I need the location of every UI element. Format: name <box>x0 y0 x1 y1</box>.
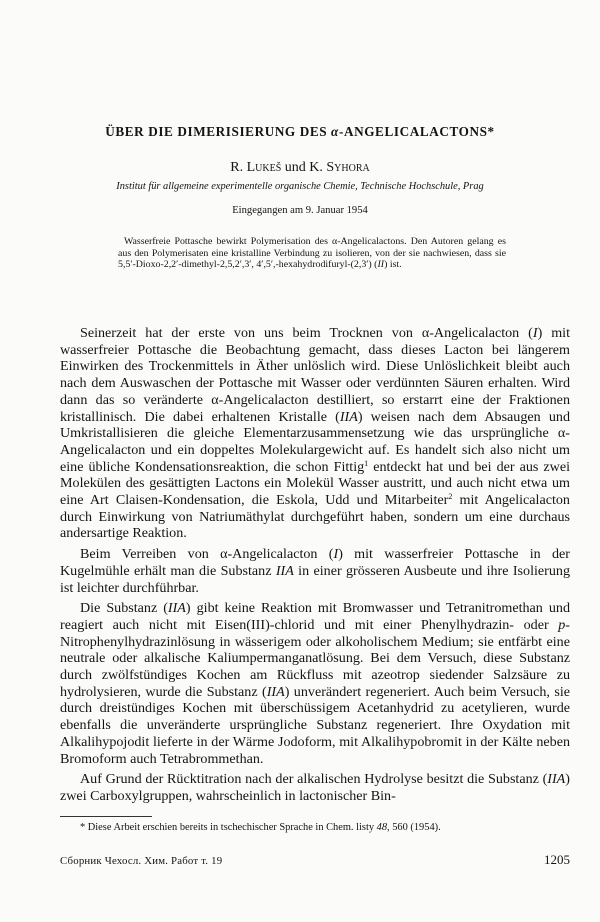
p3-text-1: Die Substanz ( <box>80 600 168 617</box>
p3-text-3: -Nitrophenylhydrazinlösung in wässerigem oder alkoholischem Medium; sie entfärbt eine neutrale oder alkalische Kaliumpermanganatlösung. Bei dem Versuch, diese Substanz durch zwölfstündiges Kochen am Rückfluss mit azeotrop siedender Salzsäure zu hydrolysieren, wurde die Substanz ( <box>60 616 570 700</box>
article-title <box>0 124 600 140</box>
p4-text-2: ) zwei Carboxylgruppen, wahrscheinlich in lactonischer Bin- <box>60 771 570 804</box>
p2-text-1: Beim Verreiben von α-Angelicalacton ( <box>80 546 334 563</box>
abstract-text-2: ) ist. <box>384 259 402 270</box>
p4-text-1: Auf Grund der Rücktitration nach der alkalischen Hydrolyse besitzt die Substanz ( <box>80 771 548 788</box>
p2-text-3: in einer grösseren Ausbeute und ihre Isolierung ist leichter durchführbar. <box>60 562 570 596</box>
affiliation: Institut für allgemeine experimentelle organische Chemie, Technische Hochschule, Prag <box>116 181 484 192</box>
author-syhora: K. Syhora <box>309 160 370 175</box>
p1-text-3: ) weisen nach dem Absaugen und Umkristallisieren die gleiche Elementarzusammensetzung wie das ursprüngliche α-Angelicalacton und ein doppeltes Molekulargewicht auf. Es handelt sich also nicht um eine übliche Kondensationsreaktion, die schon Fittig <box>60 408 570 475</box>
journal-running-footer: Сборник Чехосл. Хим. Работ т. 19 <box>60 855 223 867</box>
p1-text-4: entdeckt hat und bei der aus zwei Molekülen des gesättigten Lactons ein Molekül Wasser austritt, und auch nicht etwa um eine Art Claisen-Kondensation, die Eskola, Udd und Mitarbeiter <box>60 458 570 509</box>
footnote-rule <box>60 816 152 817</box>
p2-text-2: ) mit wasserfreier Pottasche in der Kugelmühle erhält man die Substanz <box>60 546 571 579</box>
p1-text-2: ) mit wasserfreier Pottasche die Beobachtung gemacht, dass dieses Lacton bei längerem Einwirken des Trockenmittels in Äther unlöslich wird. Diese Unlöslichkeit bleibt auch nach dem Auswaschen der Pottasche mit Wasser oder verdünnten Säuren erhalten. Wird dann das so veränderte α-Angelicalacton destilliert, so erstarrt eine der Fraktionen kristallinisch. Die dabei erhaltenen Kristalle ( <box>60 325 570 425</box>
abstract <box>118 236 506 271</box>
p2-ref-2: IIA <box>275 562 294 579</box>
title-greek: α <box>331 124 339 139</box>
p3-ref-1: IIA <box>167 600 186 617</box>
page-number: 1205 <box>544 852 570 867</box>
p2-ref-1: I <box>333 546 339 563</box>
authors <box>0 160 600 176</box>
paragraph-4 <box>60 771 570 804</box>
abstract-text-1: Wasserfreie Pottasche bewirkt Polymerisation des α-Angelicalactons. Den Autoren gelang es aus den Polymerisaten eine kristalline Verbindung zu isolieren, von der sie nachwiesen, dass sie 5,5′-Dioxo-2,2′-dimethyl-2,5,2′,3′, 4′,5′,-hexahydrodifuryl-(2,3′) ( <box>118 236 506 270</box>
p1-text-5: mit Angelicalacton durch Einwirkung von Natriumäthylat durchgeführt haben, sondern um eine durchaus andersartige Reaktion. <box>60 492 570 542</box>
author-joiner: und <box>281 160 310 175</box>
author-lukes: R. Lukeš <box>230 160 282 175</box>
footnote <box>60 822 570 833</box>
p3-text-2: ) gibt keine Reaktion mit Bromwasser und Tetranitromethan und reagiert auch nicht mit Eisen(III)-chlorid und mit einer Phenylhydrazin- oder <box>60 600 570 633</box>
p4-ref-1: IIA <box>547 771 566 788</box>
p1-ref-1: I <box>532 325 538 341</box>
p3-ref-2: p <box>558 616 566 633</box>
abstract-compound-ref: II <box>377 259 385 270</box>
title-prefix: ÜBER DIE DIMERISIERUNG DES <box>105 124 332 139</box>
body-text <box>60 325 570 809</box>
p1-ref-2: IIA <box>339 408 358 425</box>
p1-text-1: Seinerzeit hat der erste von uns beim Trocknen von α-Angelicalacton ( <box>80 325 533 341</box>
title-suffix: -ANGELICALACTONS* <box>338 124 495 139</box>
footnote-text-2: , 560 (1954). <box>387 822 441 833</box>
footnote-volume: 48 <box>376 822 388 833</box>
p3-text-4: ) unverändert regeneriert. Auch beim Versuch, sie durch dreistündiges Kochen mit überschüssigem Acetanhydrid zu acetylieren, wurde ebenfalls die unveränderte ursprüngliche Substanz regeneriert. Ihre Oxydation mit Alkalihypojodit lieferte in der Wärme Jodoform, mit Alkalihypobromit in der Kälte neben Bromoform auch Tetrabrommethan. <box>60 683 570 767</box>
p3-ref-3: IIA <box>266 683 285 700</box>
paragraph-2 <box>60 546 570 596</box>
p1-citation-1: 1 <box>364 458 369 468</box>
received-date: Eingegangen am 9. Januar 1954 <box>232 205 368 216</box>
p1-citation-2: 2 <box>448 492 453 502</box>
paragraph-1 <box>60 325 570 542</box>
footnote-text-1: * Diese Arbeit erschien bereits in tschechischer Sprache in Chem. listy <box>80 822 377 833</box>
paragraph-3 <box>60 600 570 767</box>
